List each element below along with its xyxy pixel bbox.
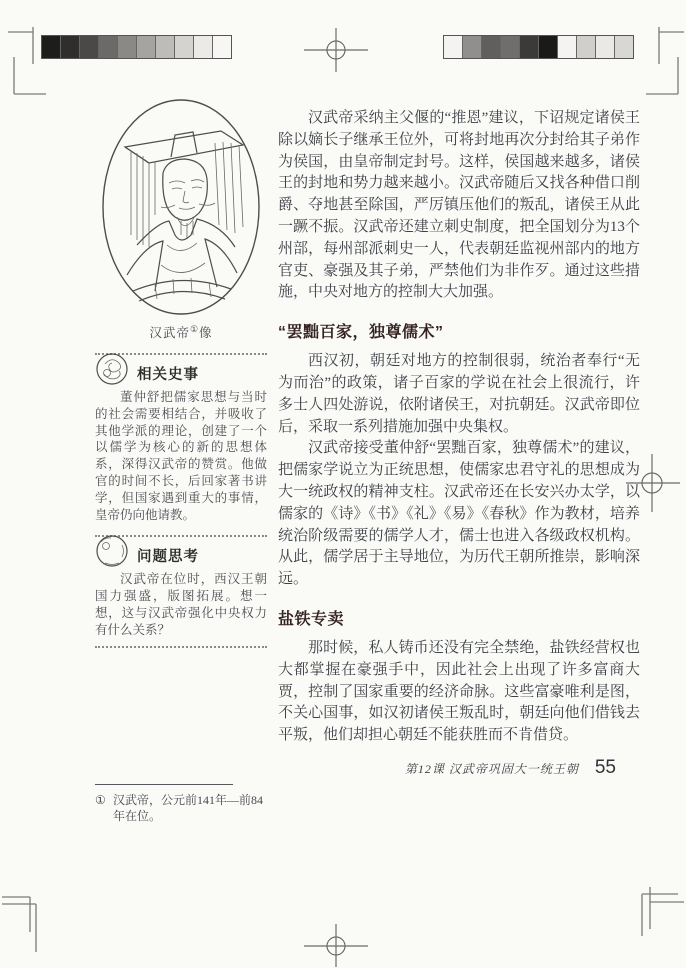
footnote-rule	[95, 784, 233, 785]
section-heading-confucianism: “罢黜百家，独尊儒术”	[278, 324, 444, 342]
section1-paragraph-2: 汉武帝接受董仲舒“罢黜百家，独尊儒术”的建议，把儒家学说立为正统思想，使儒家忠君守礼的思想成为大一统政权的精神支柱。汉武帝还在长安兴办太学，以儒家的《诗》《书》《礼》《易》《春秋》作为教材，培养统治阶级需要的儒学人才，儒士也进入各级政权机构。从此，儒学居于主导地位，为历代王朝所推崇，影响深远。	[278, 440, 640, 588]
emperor-wu-portrait	[97, 95, 265, 321]
section1-paragraph-1: 西汉初，朝廷对地方的控制很弱，统治者奉行“无为而治”的政策，诸子百家的学说在社会上很流行，许多士人四处游说，依附诸侯王，对抗朝廷。汉武帝即位后，采取一系列措施加强中央集权。	[278, 353, 640, 435]
question-body: 汉武帝在位时，西汉王朝国力强盛，版图拓展。想一想，这与汉武帝强化中央权力有什么关系？	[95, 572, 267, 637]
portrait-caption	[95, 323, 267, 341]
sidebar-column	[95, 95, 267, 824]
question-icon	[95, 534, 129, 568]
related-history-body: 董仲舒把儒家思想与当时的社会需要相结合，并吸收了其他学派的理论，创建了一个以儒学为核心的新的思想体系，深得汉武帝的赞赏。他做官的时间不长，后回家著书讲学，但国家遇到重大的事情，皇帝仍向他请教。	[95, 390, 267, 522]
crop-mark-bottom-left	[0, 892, 45, 957]
portrait-caption-name: 汉武帝	[149, 326, 190, 340]
crop-mark-top-right	[616, 24, 686, 99]
footnote	[95, 784, 267, 824]
intro-paragraph: 汉武帝采纳主父偃的“推恩”建议，下诏规定诸侯王除以嫡长子继承王位外，可将封地再次分封给其子弟作为侯国，由皇帝制定封号。这样，侯国越来越多，诸侯王的封地和势力越来越小。汉武帝随后又找各种借口削爵、夺地甚至除国，严厉镇压他们的叛乱，诸侯王从此一蹶不振。汉武帝还建立刺史制度，把全国划分为13个州部，每州部派刺史一人，代表朝廷监视州部内的地方官吏、豪强及其子弟，严禁他们为非作歹。通过这些措施，中央对地方的控制大大加强。	[278, 110, 640, 301]
registration-mark-bottom-center	[302, 924, 370, 968]
related-history-box	[95, 353, 267, 523]
grayscale-bar-left	[41, 35, 232, 59]
related-history-title: 相关史事	[137, 366, 199, 383]
crop-mark-bottom-right	[628, 884, 686, 954]
portrait-caption-suffix: 像	[199, 326, 213, 340]
footer-lesson-title: 第12课 汉武帝巩固大一统王朝	[404, 761, 579, 776]
footnote-text: 汉武帝，公元前141年—前84年在位。	[113, 792, 264, 823]
footer-page-number: 55	[594, 756, 616, 778]
page-footer	[278, 757, 640, 779]
grayscale-bar-right	[443, 35, 634, 59]
footnote-marker-superscript: ①	[189, 323, 200, 334]
main-column	[278, 108, 640, 779]
related-history-icon	[95, 352, 129, 386]
registration-mark-top-center	[302, 26, 370, 74]
section2-paragraph-1: 那时候，私人铸币还没有完全禁绝，盐铁经营权也大都掌握在豪强手中，因此社会上出现了许多富商大贾，控制了国家重要的经济命脉。这些富豪唯利是图，不关心国事，如汉初诸侯王叛乱时，朝廷向他们借钱去平叛，他们却担心朝廷不能获胜而不肯借贷。	[278, 639, 640, 744]
section-heading-salt-iron: 盐铁专卖	[278, 610, 345, 628]
footnote-marker: ①	[95, 792, 106, 807]
question-title: 问题思考	[137, 548, 199, 565]
question-box	[95, 535, 267, 647]
